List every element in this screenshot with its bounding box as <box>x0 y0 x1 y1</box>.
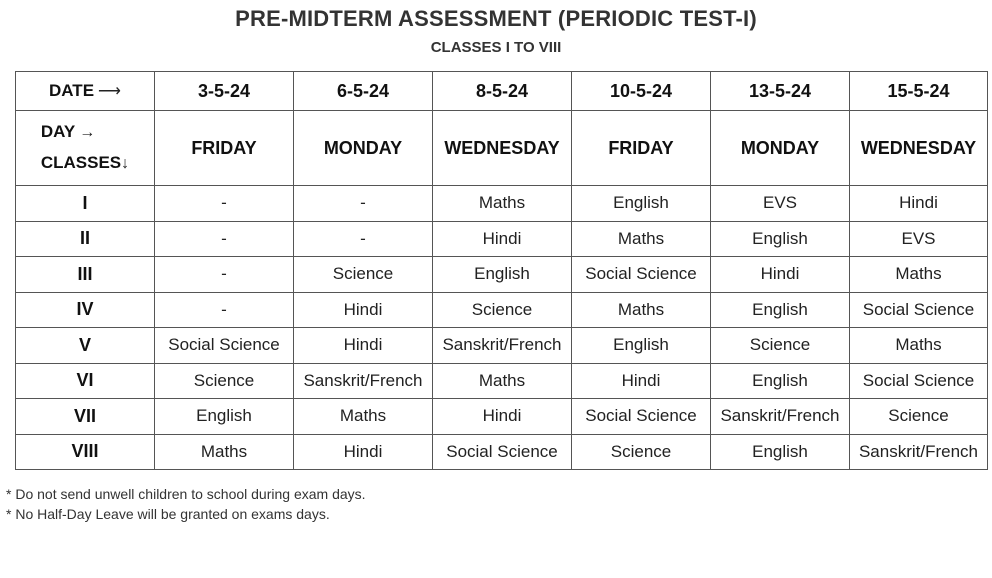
day-cell: WEDNESDAY <box>850 111 988 186</box>
class-cell: VIII <box>16 434 155 470</box>
subject-cell: EVS <box>711 186 850 222</box>
subject-cell: Science <box>433 292 572 328</box>
subject-cell: - <box>155 221 294 257</box>
subject-cell: Hindi <box>433 399 572 435</box>
subject-cell: English <box>711 292 850 328</box>
class-cell: VI <box>16 363 155 399</box>
note-half-day-leave: * No Half-Day Leave will be granted on exams days. <box>6 506 330 522</box>
day-classes-label-cell <box>16 111 155 186</box>
subject-cell: Sanskrit/French <box>294 363 433 399</box>
subject-cell: EVS <box>850 221 988 257</box>
schedule-table <box>15 71 988 470</box>
subject-cell: Maths <box>572 292 711 328</box>
page-title: PRE-MIDTERM ASSESSMENT (PERIODIC TEST-I) <box>235 6 757 31</box>
subject-cell: Science <box>711 328 850 364</box>
day-cell: WEDNESDAY <box>433 111 572 186</box>
subject-cell: - <box>155 186 294 222</box>
table-row <box>16 399 988 435</box>
date-header-row <box>16 72 988 111</box>
class-cell: II <box>16 221 155 257</box>
date-cell: 10-5-24 <box>572 72 711 111</box>
subject-cell: Hindi <box>850 186 988 222</box>
date-label-cell <box>16 72 155 111</box>
subject-cell: Social Science <box>433 434 572 470</box>
table-row <box>16 186 988 222</box>
date-cell: 8-5-24 <box>433 72 572 111</box>
subject-cell: English <box>155 399 294 435</box>
subject-cell: English <box>711 363 850 399</box>
table-row <box>16 434 988 470</box>
subject-cell: Maths <box>155 434 294 470</box>
day-cell: FRIDAY <box>155 111 294 186</box>
subject-cell: English <box>433 257 572 293</box>
date-cell: 3-5-24 <box>155 72 294 111</box>
subject-cell: Social Science <box>572 399 711 435</box>
classes-label: CLASSES <box>40 153 122 172</box>
date-cell: 13-5-24 <box>711 72 850 111</box>
subject-cell: Social Science <box>850 363 988 399</box>
subject-cell: Sanskrit/French <box>711 399 850 435</box>
subject-cell: English <box>572 328 711 364</box>
table-row <box>16 328 988 364</box>
subject-cell: Sanskrit/French <box>850 434 988 470</box>
subject-cell: - <box>294 186 433 222</box>
subject-cell: Hindi <box>294 328 433 364</box>
day-cell: MONDAY <box>294 111 433 186</box>
table-row <box>16 292 988 328</box>
subject-cell: Maths <box>433 186 572 222</box>
subject-cell: Social Science <box>572 257 711 293</box>
subject-cell: Science <box>294 257 433 293</box>
table-row <box>16 257 988 293</box>
day-cell: MONDAY <box>711 111 850 186</box>
day-cell: FRIDAY <box>572 111 711 186</box>
class-cell: VII <box>16 399 155 435</box>
right-arrow-icon: → <box>79 124 96 141</box>
subject-cell: Maths <box>850 328 988 364</box>
date-cell: 6-5-24 <box>294 72 433 111</box>
day-header-row <box>16 111 988 186</box>
class-cell: IV <box>16 292 155 328</box>
subject-cell: Maths <box>433 363 572 399</box>
down-arrow-icon: ↓ <box>121 155 130 172</box>
class-cell: III <box>16 257 155 293</box>
subject-cell: Sanskrit/French <box>433 328 572 364</box>
subject-cell: Social Science <box>155 328 294 364</box>
right-arrow-icon: ⟶ <box>98 83 121 100</box>
date-label: DATE <box>49 81 95 100</box>
subject-cell: Hindi <box>711 257 850 293</box>
subject-cell: Science <box>155 363 294 399</box>
subject-cell: English <box>572 186 711 222</box>
subject-cell: Science <box>572 434 711 470</box>
class-cell: I <box>16 186 155 222</box>
subject-cell: - <box>155 257 294 293</box>
subject-cell: Social Science <box>850 292 988 328</box>
table-row <box>16 221 988 257</box>
note-unwell-children: * Do not send unwell children to school during exam days. <box>6 486 366 502</box>
subject-cell: Hindi <box>572 363 711 399</box>
subject-cell: Science <box>850 399 988 435</box>
table-row <box>16 363 988 399</box>
subject-cell: English <box>711 221 850 257</box>
class-cell: V <box>16 328 155 364</box>
day-label: DAY <box>40 122 76 141</box>
subject-cell: Hindi <box>433 221 572 257</box>
subject-cell: Hindi <box>294 434 433 470</box>
subject-cell: Hindi <box>294 292 433 328</box>
date-cell: 15-5-24 <box>850 72 988 111</box>
page-subtitle: CLASSES I TO VIII <box>430 39 562 56</box>
subject-cell: - <box>294 221 433 257</box>
subject-cell: - <box>155 292 294 328</box>
subject-cell: Maths <box>572 221 711 257</box>
subject-cell: Maths <box>294 399 433 435</box>
subject-cell: English <box>711 434 850 470</box>
subject-cell: Maths <box>850 257 988 293</box>
